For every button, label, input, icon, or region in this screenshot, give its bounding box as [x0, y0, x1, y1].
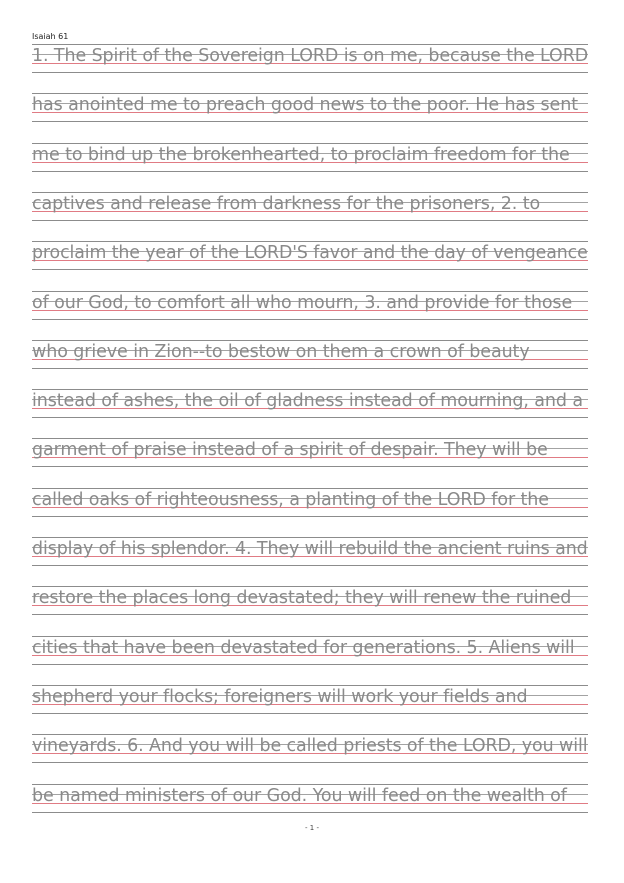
practice-row	[32, 389, 588, 418]
practice-row	[32, 784, 588, 813]
tracing-text-line: has anointed me to preach good news to the poor. He has sent	[32, 95, 578, 116]
practice-row	[32, 192, 588, 221]
bottom-rule	[32, 466, 588, 467]
practice-row	[32, 93, 588, 122]
bottom-rule	[32, 614, 588, 615]
practice-row	[32, 734, 588, 763]
tracing-text-line: proclaim the year of the LORD'S favor and the day of vengeance	[32, 243, 588, 264]
practice-row	[32, 586, 588, 615]
tracing-text-line: display of his splendor. 4. They will rebuild the ancient ruins and	[32, 539, 588, 559]
practice-row	[32, 291, 588, 320]
tracing-text-line: called oaks of righteousness, a planting of the LORD for the	[32, 489, 549, 510]
bottom-rule	[32, 762, 588, 763]
practice-row	[32, 340, 588, 369]
tracing-text-line: who grieve in Zion--to bestow on them a crown of beauty	[32, 341, 530, 362]
bottom-rule	[32, 368, 588, 369]
tracing-text-line: vineyards. 6. And you will be called priests of the LORD, you will	[32, 736, 588, 757]
bottom-rule	[32, 269, 588, 270]
bottom-rule	[32, 812, 588, 813]
bottom-rule	[32, 220, 588, 221]
practice-row	[32, 488, 588, 517]
bottom-rule	[32, 713, 588, 714]
practice-row	[32, 685, 588, 714]
tracing-text-line: me to bind up the brokenhearted, to proclaim freedom for the	[32, 144, 570, 165]
bottom-rule	[32, 319, 588, 320]
tracing-text-line: of our God, to comfort all who mourn, 3. and provide for those	[32, 292, 573, 313]
bottom-rule	[32, 664, 588, 665]
bottom-rule	[32, 72, 588, 73]
tracing-text-line: cities that have been devastated for generations. 5. Aliens will	[32, 637, 575, 658]
bottom-rule	[32, 121, 588, 122]
bottom-rule	[32, 516, 588, 517]
practice-row	[32, 241, 588, 270]
page-number: - 1 -	[305, 824, 319, 832]
practice-row	[32, 44, 588, 73]
practice-row	[32, 438, 588, 467]
tracing-text-line: be named ministers of our God. You will feed on the wealth of	[32, 785, 567, 806]
tracing-text-line: garment of praise instead of a spirit of despair. They will be	[32, 440, 548, 461]
tracing-text-line: 1. The Spirit of the Sovereign LORD is on me, because the LORD	[32, 46, 589, 66]
tracing-text-line: shepherd your flocks; foreigners will work your fields and	[32, 686, 528, 707]
bottom-rule	[32, 565, 588, 566]
bottom-rule	[32, 417, 588, 418]
bottom-rule	[32, 171, 588, 172]
page-title: Isaiah 61	[32, 32, 69, 41]
tracing-text-line: restore the places long devastated; they will renew the ruined	[32, 588, 572, 609]
tracing-text-line: instead of ashes, the oil of gladness instead of mourning, and a	[32, 391, 583, 412]
practice-row	[32, 636, 588, 665]
practice-row	[32, 143, 588, 172]
practice-row	[32, 537, 588, 566]
tracing-text-line: captives and release from darkness for the prisoners, 2. to	[32, 193, 541, 214]
